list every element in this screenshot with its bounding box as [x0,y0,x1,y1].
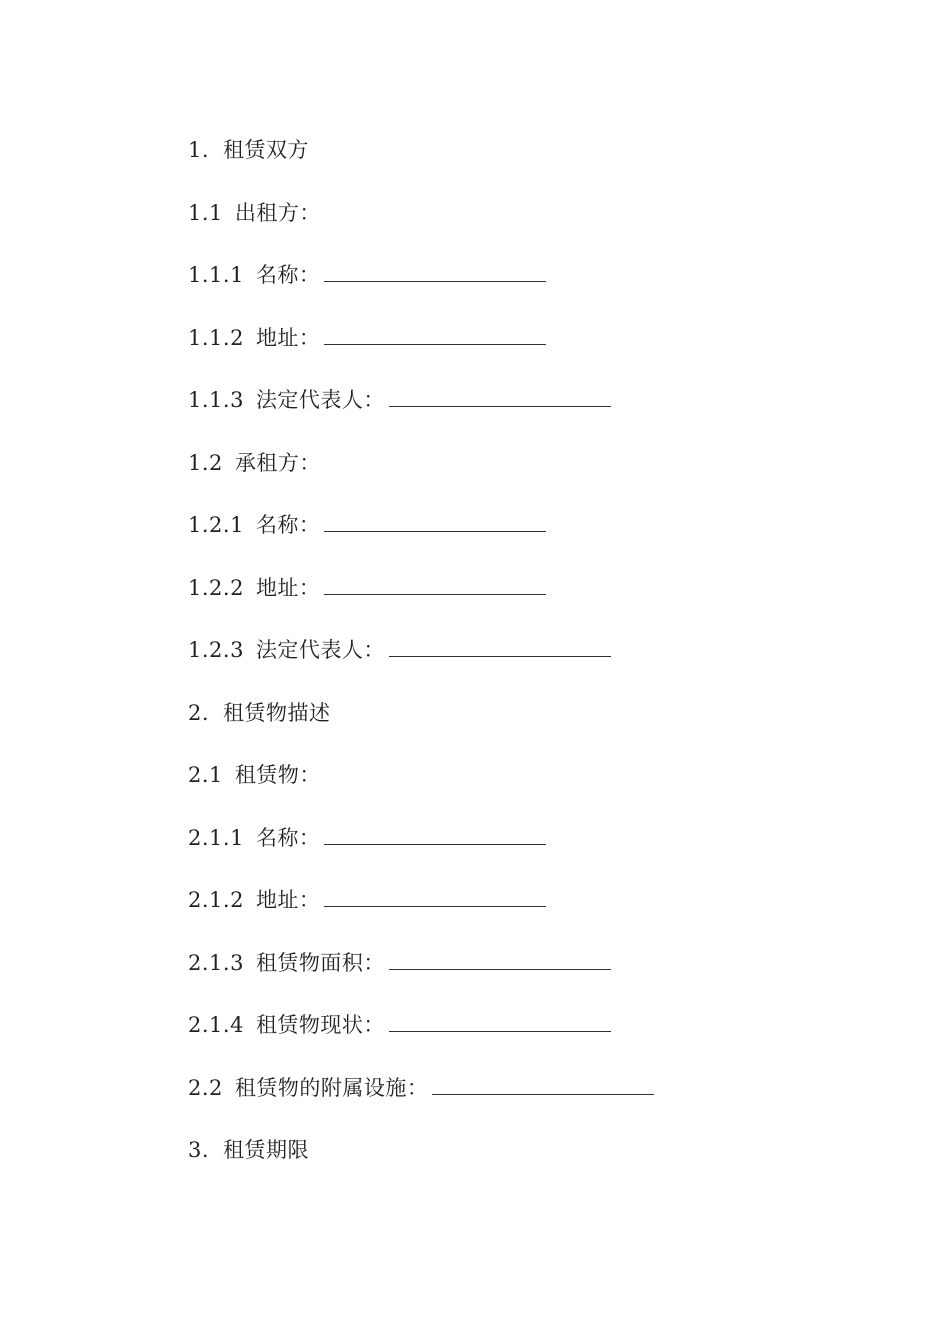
section-title: 租赁物： [234,763,321,787]
section-number: 1.1 [188,200,223,225]
field-number: 2.1.4 [188,1013,244,1037]
field-label: 名称： [255,263,321,287]
field-label: 租赁物现状： [255,1013,385,1037]
section-number: 2.1 [188,763,223,787]
section-title: 租赁物描述 [223,700,331,725]
fill-in-blank-line [389,386,611,407]
field-label: 租赁物的附属设施： [234,1075,429,1100]
section-title: 租赁期限 [223,1138,310,1162]
field-number: 1.1.1 [188,263,244,287]
field-label: 地址： [255,575,321,600]
fill-in-blank-line [389,636,611,657]
field-label: 租赁物面积： [255,950,385,975]
section-heading-lease-term [188,1134,828,1197]
field-number: 1.1.3 [188,388,244,412]
field-row-property-address [188,884,828,947]
field-number: 1.2.3 [188,638,244,662]
fill-in-blank-line [324,324,546,345]
fill-in-blank-line [389,949,611,970]
field-label: 地址： [255,888,321,912]
fill-in-blank-line [389,1011,611,1032]
fill-in-blank-line [324,886,546,907]
field-label: 名称： [255,513,321,537]
section-title: 出租方： [234,200,321,225]
field-row-property-facilities [188,1072,828,1135]
field-label: 名称： [255,825,321,850]
fill-in-blank-line [324,261,546,282]
field-number: 1.2.1 [188,513,244,537]
field-row-lessor-name [188,259,828,322]
fill-in-blank-line [324,511,546,532]
field-number: 1.2.2 [188,575,244,600]
field-number: 2.1.3 [188,950,244,975]
field-row-property-condition [188,1009,828,1072]
field-row-lessee-legal-representative [188,634,828,697]
section-number: 1.2 [188,450,223,475]
fill-in-blank-line [324,574,546,595]
field-number: 2.2 [188,1075,223,1100]
section-number: 1. [188,138,210,162]
subsection-lessee [188,447,828,510]
subsection-leased-item [188,759,828,822]
field-number: 2.1.1 [188,825,244,850]
field-row-lessor-address [188,322,828,385]
section-number: 3. [188,1138,210,1162]
field-row-lessee-address [188,572,828,635]
field-label: 地址： [255,325,321,350]
section-number: 2. [188,700,210,725]
field-label: 法定代表人： [255,388,385,412]
section-title: 承租方： [234,450,321,475]
field-number: 1.1.2 [188,325,244,350]
field-label: 法定代表人： [255,638,385,662]
section-heading-lease-parties [188,134,828,197]
fill-in-blank-line [432,1074,654,1095]
field-row-property-name [188,822,828,885]
field-number: 2.1.2 [188,888,244,912]
field-row-property-area [188,947,828,1010]
section-title: 租赁双方 [223,138,310,162]
fill-in-blank-line [324,824,546,845]
section-heading-leased-property [188,697,828,760]
field-row-lessor-legal-representative [188,384,828,447]
subsection-lessor [188,197,828,260]
field-row-lessee-name [188,509,828,572]
document-body [188,134,828,1197]
